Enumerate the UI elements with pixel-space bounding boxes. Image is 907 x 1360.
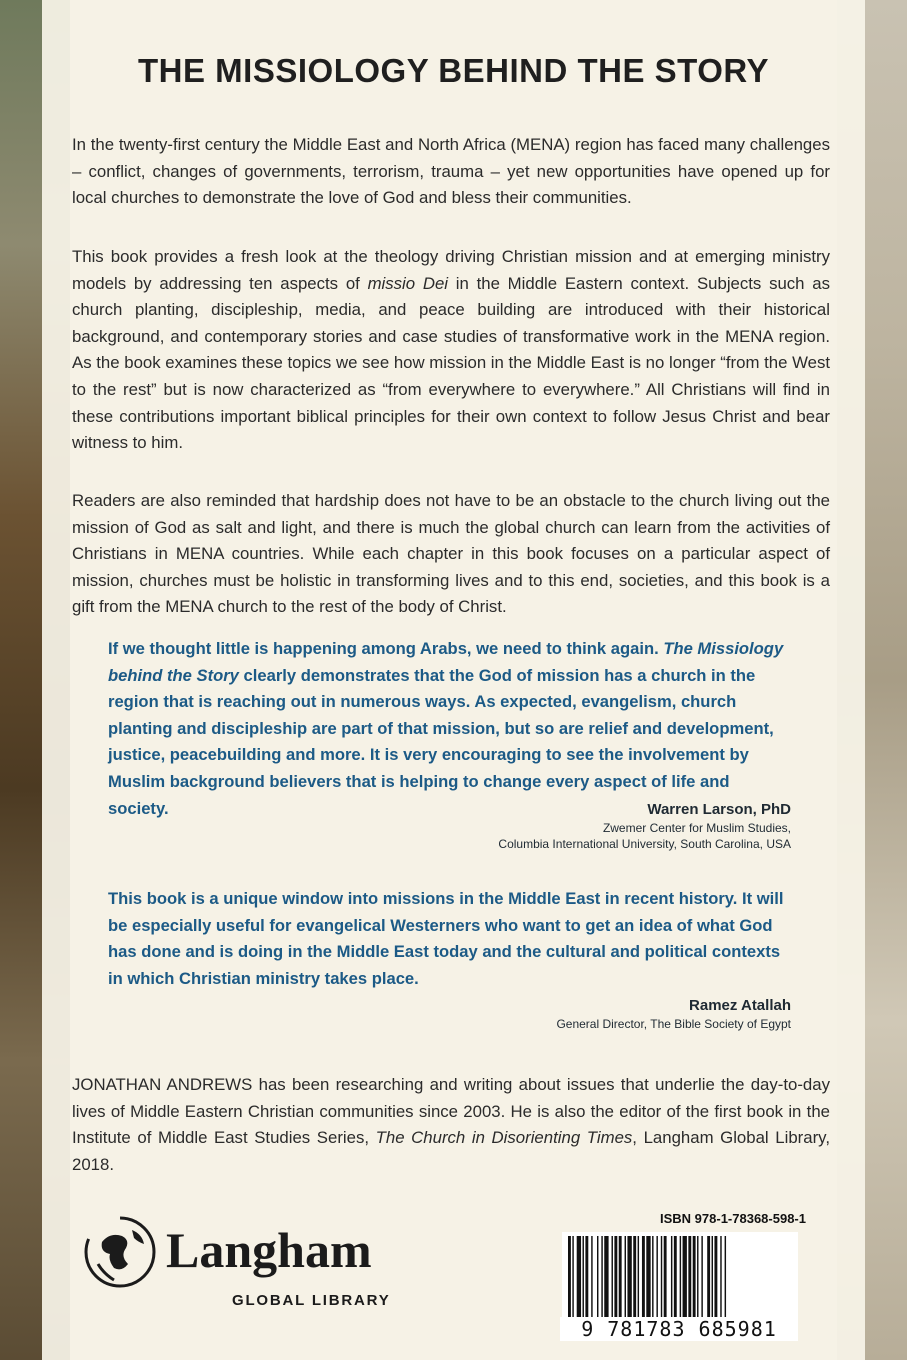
description-italic-term: missio Dei bbox=[367, 273, 449, 293]
barcode-bar bbox=[627, 1236, 631, 1328]
barcode-bar bbox=[701, 1236, 702, 1328]
barcode-bar bbox=[680, 1236, 681, 1328]
quote1-text-end: clearly demonstrates that the God of mission has a church in the region that is reaching out in numerous ways. As expected, evangelism, church planting and discipleship are part of that mission, but so are relief and development, justice, peacebuilding and more. It is very encouraging to see the involvement by Muslim background believers that is helping to change every aspect of life and society. bbox=[108, 665, 774, 818]
barcode-bar bbox=[720, 1236, 721, 1328]
endorsement-quote-1 bbox=[108, 636, 791, 822]
endorser-1-affiliation-line2: Columbia International University, South Carolina, USA bbox=[498, 837, 791, 851]
intro-paragraph: In the twenty-first century the Middle East and North Africa (MENA) region has faced many challenges – conflict, changes of governments, terrorism, trauma – yet new opportunities have opened up for local churches to demonstrate the love of God and bless their communities. bbox=[72, 135, 830, 208]
barcode-bar bbox=[725, 1236, 726, 1328]
bio-text-end: , Langham Global Library, 2018. bbox=[72, 1128, 830, 1174]
description-paragraph bbox=[72, 244, 830, 457]
quote1-italic-title: The Missiology behind the Story bbox=[108, 639, 784, 685]
barcode-bar bbox=[619, 1236, 622, 1328]
barcode-bar bbox=[656, 1236, 657, 1328]
description-text-end: in the Middle Eastern context. Subjects such as church planting, discipleship, media, and peace building are introduced with their historical background, and contemporary stories and case studies of transformative work in the MENA region. As the book examines these topics we see how mission in the Middle East is no longer “from the West to the rest” but is now characterized as “from everywhere to everywhere.” All Christians will find in these contributions important biblical principles for their own context to follow Jesus Christ and bear witness to him. bbox=[72, 273, 831, 453]
barcode-bar bbox=[601, 1236, 602, 1328]
barcode-bar bbox=[583, 1236, 584, 1328]
barcode-bar bbox=[597, 1236, 598, 1328]
bio-text-start: JONATHAN ANDREWS has been researching and writing about issues that underlie the day-to-day lives of Middle Eastern Christian communities since 2003. He is also the editor of the first book in the Institute of Middle East Studies Series, bbox=[72, 1075, 830, 1148]
barcode-bar bbox=[614, 1236, 617, 1328]
endorser-1-attribution bbox=[108, 800, 791, 852]
barcode-bar bbox=[707, 1236, 710, 1328]
barcode-bar bbox=[646, 1236, 650, 1328]
endorser-1-affiliation-line1: Zwemer Center for Muslim Studies, bbox=[602, 821, 791, 835]
barcode-bar bbox=[591, 1236, 592, 1328]
barcode-bar bbox=[712, 1236, 713, 1328]
isbn-label: ISBN 978-1-78368-598-1 bbox=[660, 1211, 806, 1226]
barcode-bar bbox=[568, 1236, 571, 1328]
author-bio-paragraph bbox=[72, 1072, 830, 1178]
barcode-bar bbox=[714, 1236, 717, 1328]
barcode-bar bbox=[572, 1236, 573, 1328]
barcode-bar bbox=[625, 1236, 626, 1328]
bio-italic-title: The Church in Disorienting Times bbox=[375, 1128, 633, 1148]
description-text-start: This book provides a fresh look at the theology driving Christian mission and at emerging ministry models by addressing ten aspects of bbox=[72, 247, 830, 293]
publisher-name: Langham bbox=[166, 1222, 372, 1278]
publisher-subtitle: GLOBAL LIBRARY bbox=[232, 1292, 391, 1309]
barcode-bar bbox=[638, 1236, 639, 1328]
barcode-bar bbox=[642, 1236, 645, 1328]
quote1-text-start: If we thought little is happening among Arabs, we need to think again. bbox=[108, 639, 664, 658]
barcode-bar bbox=[577, 1236, 581, 1328]
barcode-bar bbox=[612, 1236, 613, 1328]
readers-paragraph: Readers are also reminded that hardship does not have to be an obstacle to the church living out the mission of God as salt and light, and there is much the global church can learn from the activities of Christians in MENA countries. While each chapter in this book focuses on a particular aspect of mission, churches must be holistic in transforming lives and to this end, societies, and this book is a gift from the MENA church to the rest of the body of Christ. bbox=[72, 491, 830, 617]
barcode-bar bbox=[633, 1236, 636, 1328]
barcode-bar bbox=[585, 1236, 588, 1328]
endorser-2-name: Ramez Atallah bbox=[689, 997, 791, 1014]
barcode-bar bbox=[652, 1236, 653, 1328]
book-title: THE MISSIOLOGY BEHIND THE STORY bbox=[138, 52, 769, 89]
barcode-bar bbox=[661, 1236, 662, 1328]
endorser-2-affiliation: General Director, The Bible Society of Egypt bbox=[556, 1017, 791, 1031]
publisher-logo bbox=[80, 1212, 420, 1322]
barcode-bar bbox=[683, 1236, 687, 1328]
barcode-bar bbox=[674, 1236, 677, 1328]
barcode-bar bbox=[688, 1236, 691, 1328]
globe-icon bbox=[80, 1212, 160, 1292]
barcode-digits: 9 781783 685981 bbox=[560, 1317, 798, 1341]
barcode-bar bbox=[693, 1236, 696, 1328]
endorsement-quote-2: This book is a unique window into missions in the Middle East in recent history. It will be especially useful for evangelical Westerners who want to get an idea of what God has done and is doing in the Middle East today and the cultural and political contexts in which Christian ministry takes place. bbox=[108, 889, 784, 988]
barcode-bar bbox=[697, 1236, 698, 1328]
barcode-bar bbox=[671, 1236, 672, 1328]
barcode-bar bbox=[604, 1236, 608, 1328]
endorser-1-name: Warren Larson, PhD bbox=[647, 801, 791, 818]
barcode-bar bbox=[664, 1236, 667, 1328]
endorser-2-attribution bbox=[108, 996, 791, 1032]
